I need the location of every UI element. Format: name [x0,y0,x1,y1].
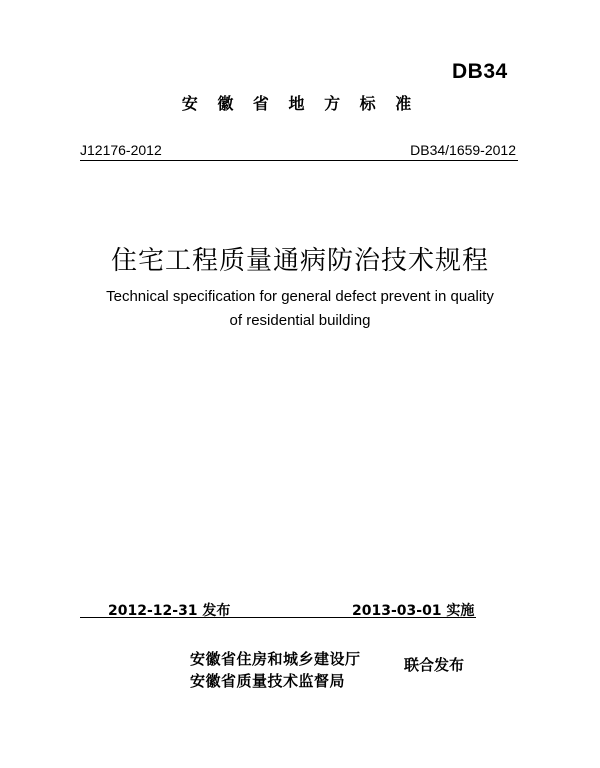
document-title-english [80,285,520,333]
standard-code-label: DB34 [452,60,508,83]
number-row [80,142,518,161]
issuer-housing-department: 安徽省住房和城乡建设厅 [190,650,361,668]
joint-issue-label: 联合发布 [404,656,465,674]
english-title-line-1: Technical specification for general defect prevent in quality [106,288,494,305]
english-title-line-2: of residential building [229,312,371,329]
document-title-chinese: 住宅工程质量通病防治技术规程 [110,246,489,276]
standard-type-heading: 安 徽 省 地 方 标 准 [181,94,419,113]
effective-date: 2013-03-01 实施 [352,603,475,619]
date-row [80,600,476,618]
standard-number: DB34/1659-2012 [410,142,516,158]
record-number: J12176-2012 [80,142,162,158]
issue-date: 2012-12-31 发布 [108,603,231,619]
issuer-quality-bureau: 安徽省质量技术监督局 [190,672,346,690]
